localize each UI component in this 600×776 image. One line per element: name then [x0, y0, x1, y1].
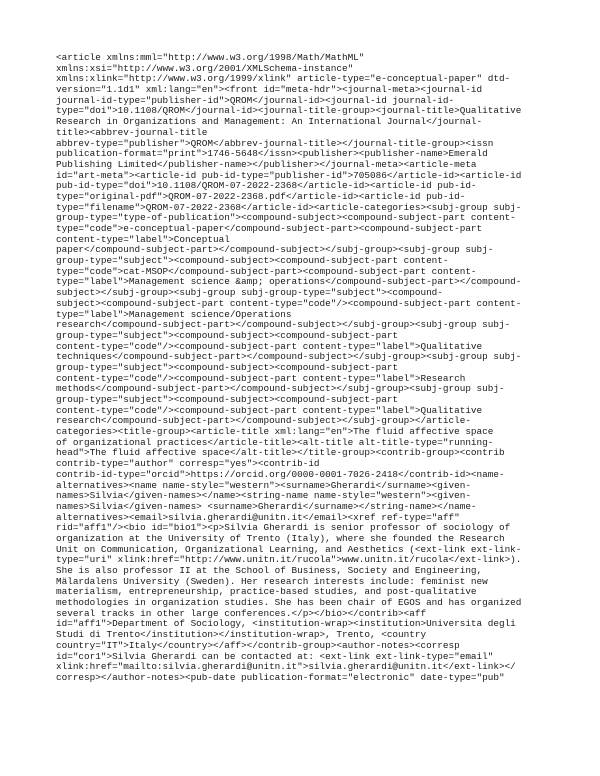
- xml-source-line: Publishing Limited</publisher-name></publisher></journal-meta><article-meta: [56, 158, 477, 170]
- xml-source-line: alternatives><email>silvia.gherardi@unitn.it</email><xref ref-type="aff": [56, 511, 460, 523]
- xml-source-line: Unit on Communication, Organizational Learning, and Aesthetics (<ext-link ext-link-: [56, 543, 522, 555]
- xml-source-line: content-type="code"/><compound-subject-part content-type="label">Research: [56, 372, 466, 384]
- xml-source-line: Studi di Trento</institution></institution-wrap>, Trento, <country: [56, 629, 427, 641]
- xml-source-line: title><abbrev-journal-title: [56, 126, 208, 138]
- xml-source-line: Research in Organizations and Management: An International Journal</journal-: [56, 116, 483, 128]
- xml-source-line: techniques</compound-subject-part></compound-subject></subj-group><subj-group subj-: [56, 351, 522, 363]
- xml-source-line: organization at the University of Trento (Italy), where she founded the Research: [56, 532, 505, 544]
- xml-source-line: type="code">cat-MSOP</compound-subject-part><compound-subject-part content-: [56, 265, 477, 277]
- xml-source-line: type="original-pdf">QROM-07-2022-2368.pdf</article-id><article-id pub-id-: [56, 190, 466, 202]
- xml-source-line: head">The fluid affective space</alt-title></title-group><contrib-group><contrib: [56, 447, 505, 459]
- xml-source-line: id="aff1">Department of Sociology, <institution-wrap><institution>Universita degli: [56, 618, 516, 630]
- xml-source-line: type="label">Management science &amp; operations</compound-subject-part></compound-: [56, 276, 522, 288]
- xml-source-line: xlink:href="mailto:silvia.gherardi@unitn.it">silvia.gherardi@unitn.it</ext-link></: [56, 661, 516, 673]
- xml-source-line: names>Silvia</given-names> <surname>Gherardi</surname></string-name></name-: [56, 500, 477, 512]
- xml-source-line: xmlns:xlink="http://www.w3.org/1999/xlink" article-type="e-conceptual-paper" dtd-: [56, 73, 511, 85]
- xml-source-line: pub-id-type="doi">10.1108/QROM-07-2022-2368</article-id><article-id pub-id-: [56, 180, 477, 192]
- xml-source-line: Mälardalens University (Sweden). Her research interests include: feminist new: [56, 575, 488, 587]
- xml-source-line: categories><title-group><article-title xml:lang="en">The fluid affective space: [56, 426, 494, 438]
- xml-source-line: group-type="subject"><compound-subject><compound-subject-part: [56, 329, 399, 341]
- xml-source-line: journal-id-type="publisher-id">QROM</journal-id><journal-id journal-id-: [56, 94, 455, 106]
- xml-source-line: content-type="label">Conceptual: [56, 233, 230, 245]
- xml-source-line: contrib-type="author" corresp="yes"><contrib-id: [56, 458, 320, 470]
- xml-source-line: materialism, entrepreneurship, practice-based studies, and post-qualitative: [56, 586, 477, 598]
- xml-source-line: country="IT">Italy</country></aff></contrib-group><author-notes><corresp: [56, 639, 460, 651]
- xml-source-line: corresp></author-notes><pub-date publication-format="electronic" date-type="pub": [56, 671, 505, 683]
- xml-source-line: id="cor1">Silvia Gherardi can be contacted at: <ext-link ext-link-type="email": [56, 650, 494, 662]
- xml-source-line: subject><compound-subject-part content-type="code"/><compound-subject-part content-: [56, 297, 522, 309]
- xml-source-line: content-type="code"/><compound-subject-part content-type="label">Qualitative: [56, 340, 483, 352]
- xml-source-line: several tracks in other large conferences.</p></bio></contrib><aff: [56, 607, 427, 619]
- xml-source-line: research</compound-subject-part></compound-subject></subj-group></article-: [56, 415, 471, 427]
- xml-source-line: contrib-id-type="orcid">https://orcid.org/0000-0001-7026-2418</contrib-id><name-: [56, 468, 505, 480]
- xml-source-line: rid="aff1"/><bio id="bio1"><p>Silvia Gherardi is senior professor of sociology of: [56, 522, 511, 534]
- xml-source-line: type="doi">10.1108/QROM</journal-id><journal-title-group><journal-title>Qualitative: [56, 105, 522, 117]
- xml-source-line: of organizational practices</article-title><alt-title alt-title-type="running-: [56, 436, 494, 448]
- xml-source-line: version="1.1d1" xml:lang="en"><front id="meta-hdr"><journal-meta><journal-id: [56, 84, 483, 96]
- xml-source-line: She is also professor II at the School of Business, Society and Engineering,: [56, 565, 483, 576]
- xml-source-line: group-type="subject"><compound-subject><compound-subject-part content-: [56, 255, 449, 267]
- xml-source-line: xmlns:xsi="http://www.w3.org/2001/XMLSchema-instance": [56, 62, 354, 74]
- xml-source-line: methodologies in organization studies. She has been chair of EGOS and has organized: [56, 597, 522, 609]
- xml-source-line: type="label">Management science/Operations: [56, 308, 292, 320]
- xml-source-line: paper</compound-subject-part></compound-subject></subj-group><subj-group subj-: [56, 244, 494, 256]
- xml-source-line: research</compound-subject-part></compound-subject></subj-group><subj-group subj-: [56, 319, 511, 331]
- xml-source-line: publication-format="print">1746-5648</issn><publisher><publisher-name>Emerald: [56, 148, 488, 160]
- xml-source-line: subject></subj-group><subj-group subj-group-type="subject"><compound-: [56, 287, 443, 299]
- xml-source-line: abbrev-type="publisher">QROM</abbrev-journal-title></journal-title-group><issn: [56, 137, 494, 149]
- xml-source-line: id="art-meta"><article-id pub-id-type="publisher-id">705086</article-id><article-id: [56, 169, 522, 181]
- xml-source-line: names>Silvia</given-names></name><string-name name-style="western"><given-: [56, 490, 471, 502]
- xml-source-line: group-type="subject"><compound-subject><compound-subject-part: [56, 394, 399, 405]
- xml-source-text: [56, 53, 556, 684]
- xml-source-line: group-type="type-of-publication"><compound-subject><compound-subject-part content-: [56, 212, 516, 224]
- xml-source-line: <article xmlns:mml="http://www.w3.org/1998/Math/MathML": [56, 52, 365, 63]
- xml-source-line: type="filename">QROM-07-2022-2368</article-id><article-categories><subj-group subj-: [56, 201, 522, 213]
- xml-source-line: alternatives><name name-style="western"><surname>Gherardi</surname><given-: [56, 479, 471, 491]
- xml-source-line: type="uri" xlink:href="http://www.unitn.it/rucola">www.unitn.it/rucola</ext-link>).: [56, 554, 522, 566]
- xml-source-line: type="code">e-conceptual-paper</compound-subject-part><compound-subject-part: [56, 223, 483, 234]
- xml-source-line: content-type="code"/><compound-subject-part content-type="label">Qualitative: [56, 404, 483, 416]
- xml-source-line: methods</compound-subject-part></compound-subject></subj-group><subj-group subj-: [56, 383, 505, 395]
- xml-source-line: group-type="subject"><compound-subject><compound-subject-part: [56, 361, 399, 373]
